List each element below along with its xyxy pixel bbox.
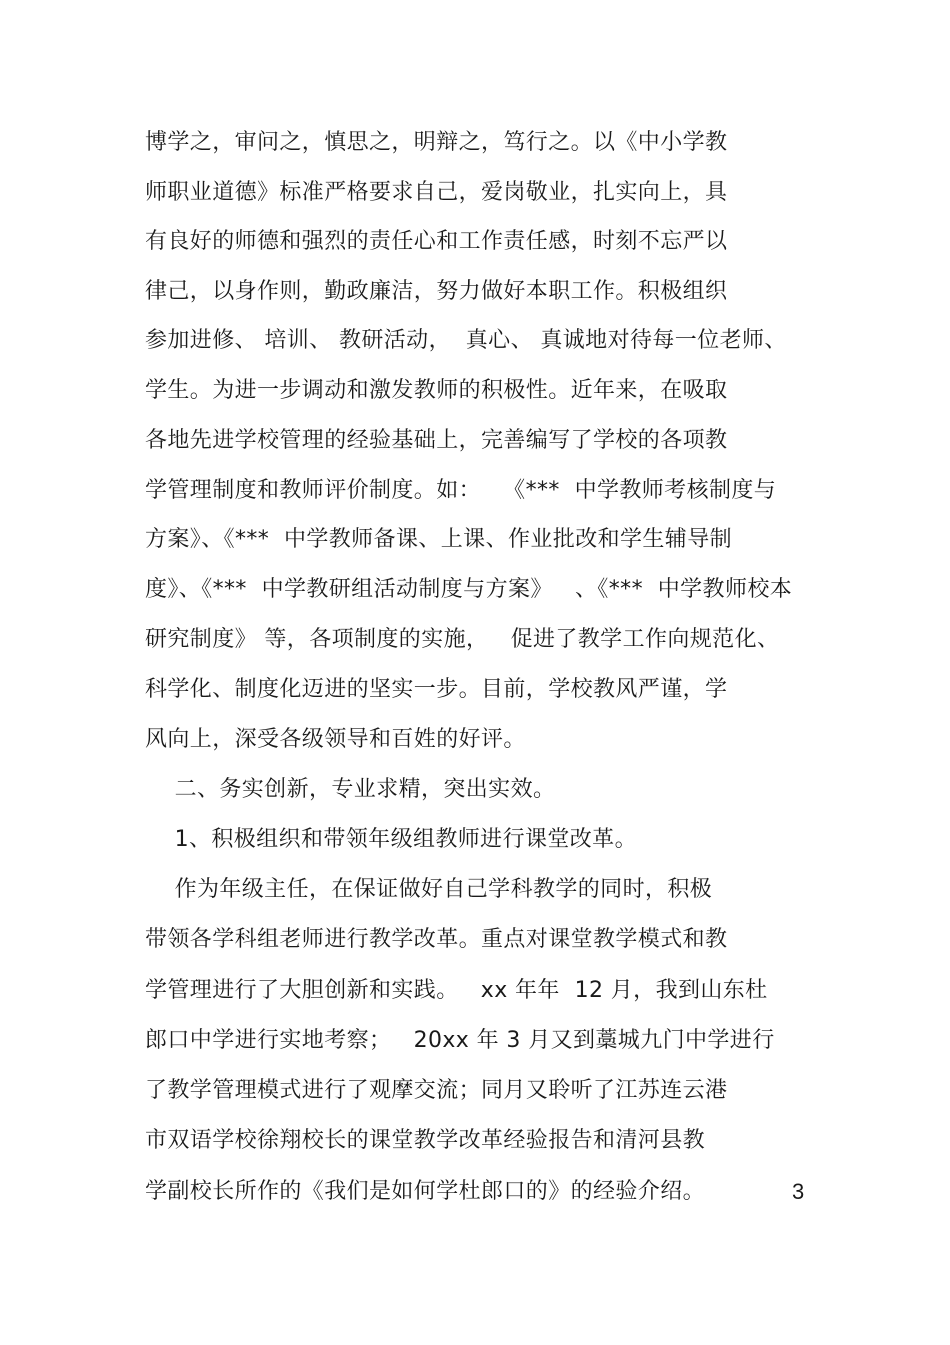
text-line: 学生。为进一步调动和激发教师的积极性。近年来，在吸取 [145, 378, 728, 403]
text-line: 方案》、《*** 中学教师备课、上课、作业批改和学生辅导制 [145, 527, 732, 552]
text-line: 科学化、制度化迈进的坚实一步。目前，学校教风严谨，学 [145, 677, 728, 702]
subsection-heading: 1、积极组织和带领年级组教师进行课堂改革。 [145, 827, 637, 852]
text-line: 度》、《*** 中学教研组活动制度与方案》 、《*** 中学教师校本 [145, 577, 793, 602]
section-heading: 二、务实创新，专业求精，突出实效。 [145, 777, 556, 802]
text-line: 学管理制度和教师评价制度。如： 《*** 中学教师考核制度与 [145, 478, 777, 503]
text-line: 了教学管理模式进行了观摩交流；同月又聆听了江苏连云港 [145, 1078, 728, 1103]
text-line: 博学之，审问之，慎思之，明辩之，笃行之。以《中小学教 [145, 130, 728, 155]
text-line: 师职业道德》标准严格要求自己，爱岗敬业，扎实向上，具 [145, 180, 728, 205]
text-line: 研究制度》 等，各项制度的实施， 促进了教学工作向规范化、 [145, 627, 780, 652]
text-line: 学管理进行了大胆创新和实践。 xx 年年 12 月，我到山东杜 [145, 978, 768, 1003]
text-line: 风向上，深受各级领导和百姓的好评。 [145, 727, 526, 752]
text-line: 作为年级主任，在保证做好自己学科教学的同时，积极 [145, 877, 713, 902]
text-line: 市双语学校徐翔校长的课堂教学改革经验报告和清河县教 [145, 1128, 706, 1153]
text-line: 各地先进学校管理的经验基础上，完善编写了学校的各项教 [145, 428, 728, 453]
text-line: 参加进修、 培训、 教研活动， 真心、 真诚地对待每一位老师、 [145, 328, 787, 353]
text-line: 有良好的师德和强烈的责任心和工作责任感，时刻不忘严以 [145, 229, 728, 254]
text-line: 郎口中学进行实地考察； 20xx 年 3 月又到藁城九门中学进行 [145, 1028, 775, 1053]
text-line: 学副校长所作的《我们是如何学杜郎口的》的经验介绍。 [145, 1179, 706, 1204]
text-line: 带领各学科组老师进行教学改革。重点对课堂教学模式和教 [145, 927, 728, 952]
text-line: 律己，以身作则，勤政廉洁，努力做好本职工作。积极组织 [145, 279, 728, 304]
page-number: 3 [792, 1179, 805, 1204]
